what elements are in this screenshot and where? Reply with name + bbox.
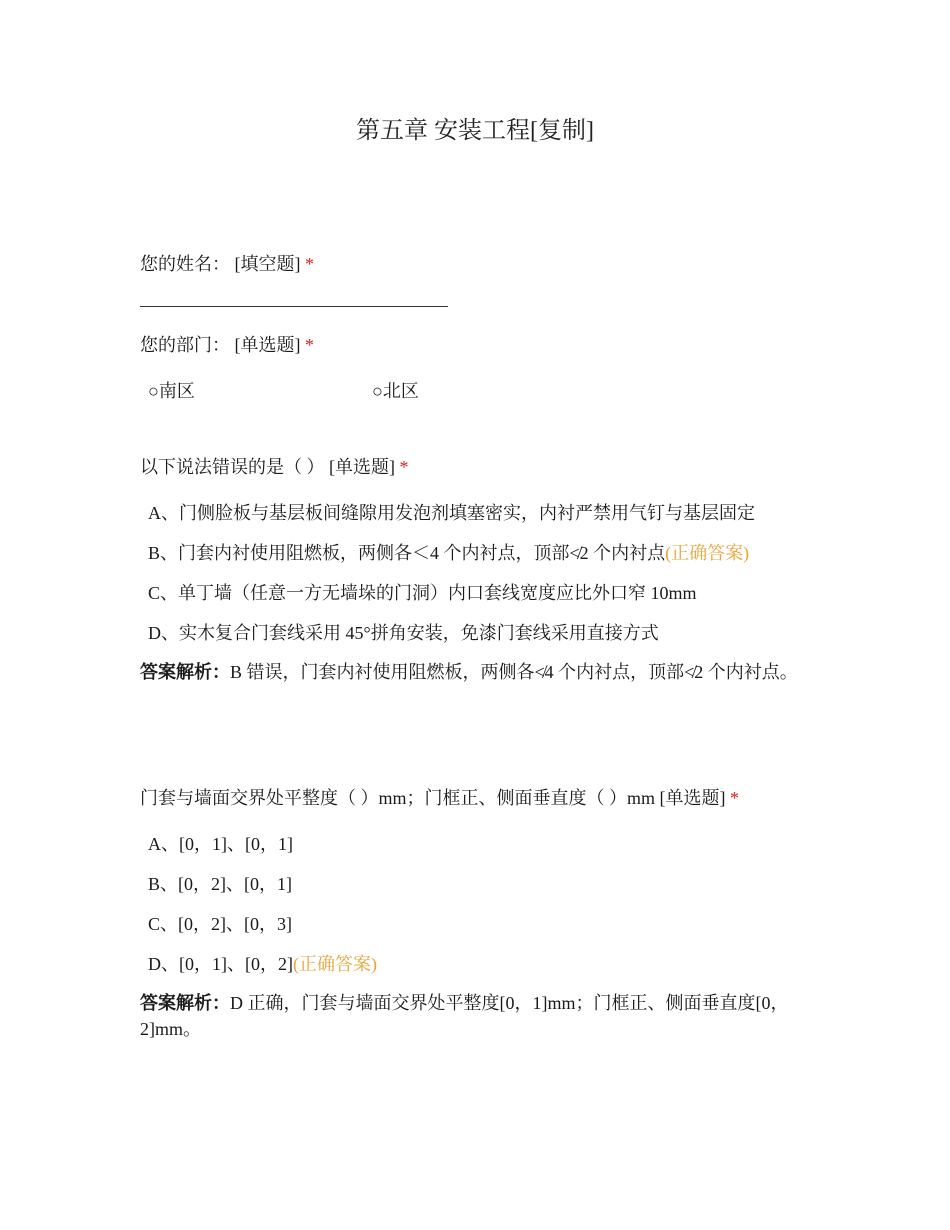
name-input-line[interactable] [140, 306, 448, 307]
option-a[interactable]: A、[0，1]、[0，1] [148, 834, 293, 854]
required-mark: * [305, 335, 314, 355]
option-c[interactable]: C、[0，2]、[0，3] [148, 914, 292, 934]
required-mark: * [305, 254, 314, 274]
option-b[interactable]: B、门套内衬使用阻燃板，两侧各＜4 个内衬点，顶部≮2 个内衬点(正确答案) [148, 543, 750, 563]
correct-answer-tag: (正确答案) [292, 954, 377, 974]
question-label: 门套与墙面交界处平整度（ ）mm；门框正、侧面垂直度（ ）mm [140, 788, 656, 808]
question-name [140, 251, 314, 277]
question-type: [填空题] [234, 254, 301, 274]
question-department [140, 332, 314, 358]
option-b[interactable]: B、[0，2]、[0，1] [148, 874, 292, 894]
question-4 [140, 785, 739, 811]
question-label: 您的姓名： [140, 254, 230, 274]
option-d[interactable]: D、[0，1]、[0，2](正确答案) [148, 954, 377, 974]
analysis-text: B 错误，门套内衬使用阻燃板，两侧各≮4 个内衬点，顶部≮2 个内衬点。 [230, 662, 798, 682]
analysis-label: 答案解析： [140, 662, 230, 682]
question-label: 以下说法错误的是（ ） [140, 457, 325, 477]
question-type: [单选题] [659, 788, 726, 808]
page-title: 第五章 安装工程[复制] [356, 118, 594, 144]
analysis-label: 答案解析： [140, 993, 230, 1013]
question-label: 您的部门： [140, 335, 230, 355]
correct-answer-tag: (正确答案) [665, 543, 750, 563]
radio-option-south[interactable]: ○南区 [148, 381, 195, 401]
required-mark: * [399, 457, 409, 477]
answer-analysis [140, 659, 820, 685]
option-a[interactable]: A、门侧脸板与基层板间缝隙用发泡剂填塞密实，内衬严禁用气钉与基层固定 [148, 503, 755, 523]
radio-option-north[interactable]: ○北区 [372, 381, 419, 401]
question-type: [单选题] [329, 457, 395, 477]
answer-analysis [140, 990, 820, 1042]
required-mark: * [730, 788, 740, 808]
question-3 [140, 454, 409, 480]
question-type: [单选题] [234, 335, 301, 355]
option-c[interactable]: C、单丁墙（任意一方无墙垛的门洞）内口套线宽度应比外口窄 10mm [148, 583, 697, 603]
analysis-text: D 正确，门套与墙面交界处平整度[0，1]mm；门框正、侧面垂直度[0，2]mm。 [140, 993, 789, 1039]
option-d[interactable]: D、实木复合门套线采用 45°拼角安装，免漆门套线采用直接方式 [148, 623, 659, 643]
